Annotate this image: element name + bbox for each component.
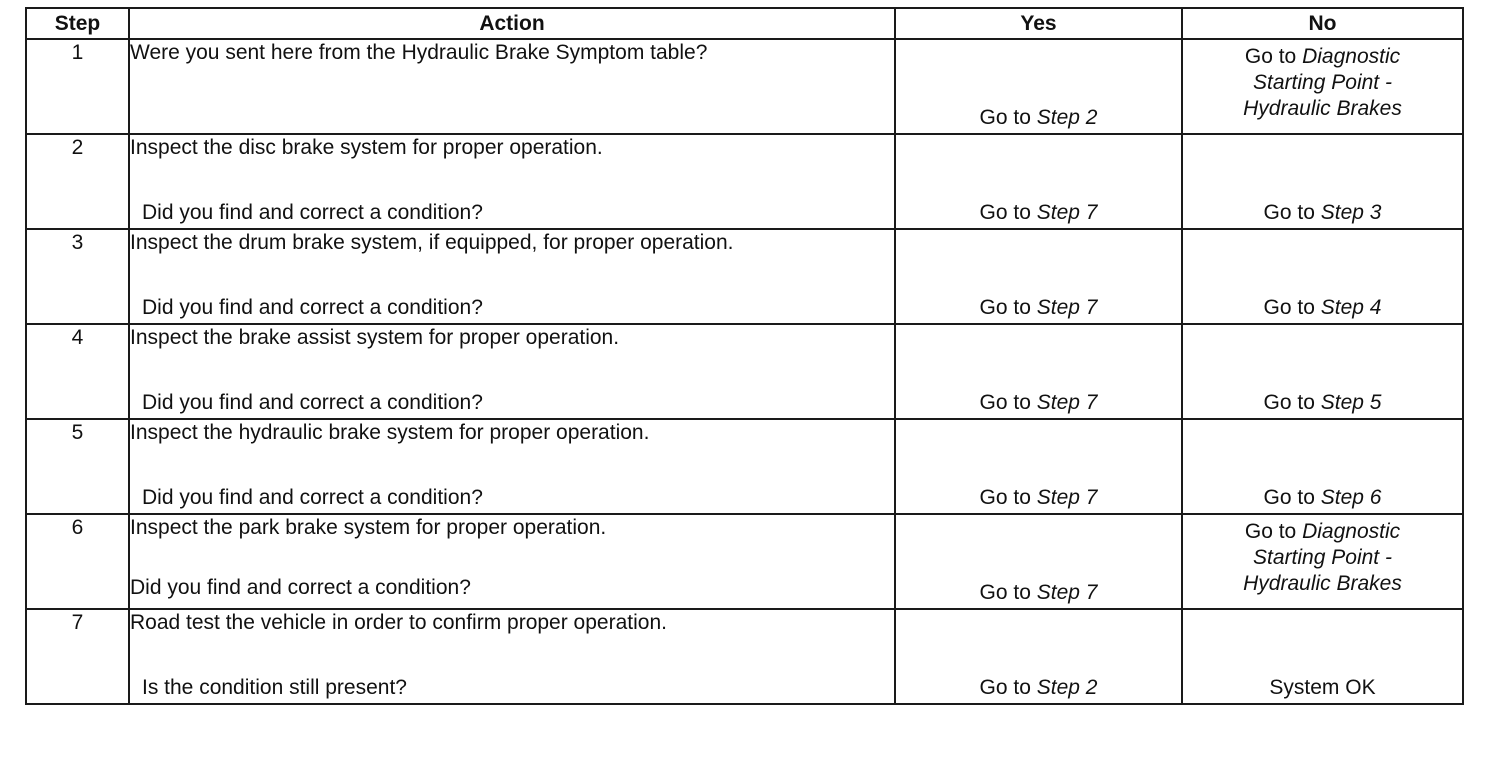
yes-cell — [895, 609, 1182, 704]
no-cell — [1182, 514, 1463, 609]
no-link-line-3[interactable]: Hydraulic Brakes — [1243, 572, 1402, 595]
no-cell — [1182, 39, 1463, 134]
no-link-line-2[interactable]: Starting Point - — [1253, 546, 1392, 569]
no-step-link[interactable]: Step 6 — [1320, 486, 1382, 509]
table-header-row — [26, 8, 1463, 39]
yes-prefix: Go to — [979, 106, 1031, 129]
yes-cell — [895, 229, 1182, 324]
step-number: 7 — [26, 609, 129, 704]
no-prefix: Go to — [1263, 296, 1315, 319]
no-prefix: Go to — [1244, 45, 1297, 68]
action-text: Inspect the drum brake system, if equipped, for proper operation. — [130, 231, 734, 254]
no-link-line-1[interactable]: Diagnostic — [1302, 520, 1401, 543]
no-prefix: Go to — [1263, 391, 1315, 414]
yes-prefix: Go to — [979, 296, 1031, 319]
no-link-line-1[interactable]: Diagnostic — [1302, 45, 1401, 68]
yes-cell — [895, 419, 1182, 514]
step-number: 5 — [26, 419, 129, 514]
action-cell — [129, 229, 895, 324]
step-number: 3 — [26, 229, 129, 324]
action-cell — [129, 134, 895, 229]
yes-cell — [895, 324, 1182, 419]
no-cell — [1182, 324, 1463, 419]
yes-cell — [895, 514, 1182, 609]
action-text: Inspect the hydraulic brake system for proper operation. — [130, 421, 650, 444]
action-text: Were you sent here from the Hydraulic Brake Symptom table? — [130, 41, 708, 64]
step-number: 6 — [26, 514, 129, 609]
no-prefix: Go to — [1263, 486, 1315, 509]
no-cell — [1182, 419, 1463, 514]
no-link-line-2[interactable]: Starting Point - — [1253, 71, 1392, 94]
table-body — [26, 39, 1463, 704]
no-step-link[interactable]: Step 4 — [1320, 296, 1382, 319]
yes-prefix: Go to — [979, 676, 1031, 699]
no-cell — [1182, 134, 1463, 229]
table-row — [26, 134, 1463, 229]
yes-prefix: Go to — [979, 391, 1031, 414]
table-row — [26, 609, 1463, 704]
header-step: Step — [26, 8, 129, 39]
action-text: Road test the vehicle in order to confirm proper operation. — [130, 611, 667, 634]
yes-prefix: Go to — [979, 201, 1031, 224]
no-prefix: Go to — [1244, 520, 1297, 543]
table-row — [26, 39, 1463, 134]
action-cell — [129, 324, 895, 419]
action-question: Did you find and correct a condition? — [142, 486, 483, 509]
action-text: Inspect the brake assist system for proper operation. — [130, 326, 620, 349]
yes-cell — [895, 39, 1182, 134]
yes-step-link[interactable]: Step 2 — [1036, 676, 1098, 699]
step-number: 1 — [26, 39, 129, 134]
step-number: 2 — [26, 134, 129, 229]
no-cell — [1182, 609, 1463, 704]
action-question: Did you find and correct a condition? — [142, 201, 483, 224]
no-link-line-3[interactable]: Hydraulic Brakes — [1243, 97, 1402, 120]
diagnostic-table — [25, 7, 1464, 705]
header-yes: Yes — [895, 8, 1182, 39]
yes-prefix: Go to — [979, 486, 1031, 509]
action-cell — [129, 39, 895, 134]
yes-step-link[interactable]: Step 7 — [1036, 201, 1098, 224]
action-text: Inspect the disc brake system for proper operation. — [130, 136, 603, 159]
action-question: Did you find and correct a condition? — [142, 296, 483, 319]
action-text: Inspect the park brake system for proper operation. — [130, 516, 607, 539]
yes-step-link[interactable]: Step 2 — [1036, 106, 1098, 129]
header-action: Action — [129, 8, 895, 39]
action-question: Did you find and correct a condition? — [130, 576, 471, 599]
no-step-link[interactable]: Step 3 — [1320, 201, 1382, 224]
no-cell — [1182, 229, 1463, 324]
yes-cell — [895, 134, 1182, 229]
yes-prefix: Go to — [979, 581, 1031, 604]
yes-step-link[interactable]: Step 7 — [1036, 581, 1098, 604]
table-row — [26, 324, 1463, 419]
step-number: 4 — [26, 324, 129, 419]
table-row — [26, 514, 1463, 609]
header-no: No — [1182, 8, 1463, 39]
no-step-link[interactable]: Step 5 — [1320, 391, 1382, 414]
yes-step-link[interactable]: Step 7 — [1036, 391, 1098, 414]
action-question: Did you find and correct a condition? — [142, 391, 483, 414]
no-prefix: Go to — [1263, 201, 1315, 224]
table-row — [26, 419, 1463, 514]
yes-step-link[interactable]: Step 7 — [1036, 486, 1098, 509]
action-cell — [129, 609, 895, 704]
yes-step-link[interactable]: Step 7 — [1036, 296, 1098, 319]
action-question: Is the condition still present? — [142, 676, 407, 699]
no-result: System OK — [1269, 676, 1376, 699]
table-row — [26, 229, 1463, 324]
action-cell — [129, 419, 895, 514]
action-cell — [129, 514, 895, 609]
